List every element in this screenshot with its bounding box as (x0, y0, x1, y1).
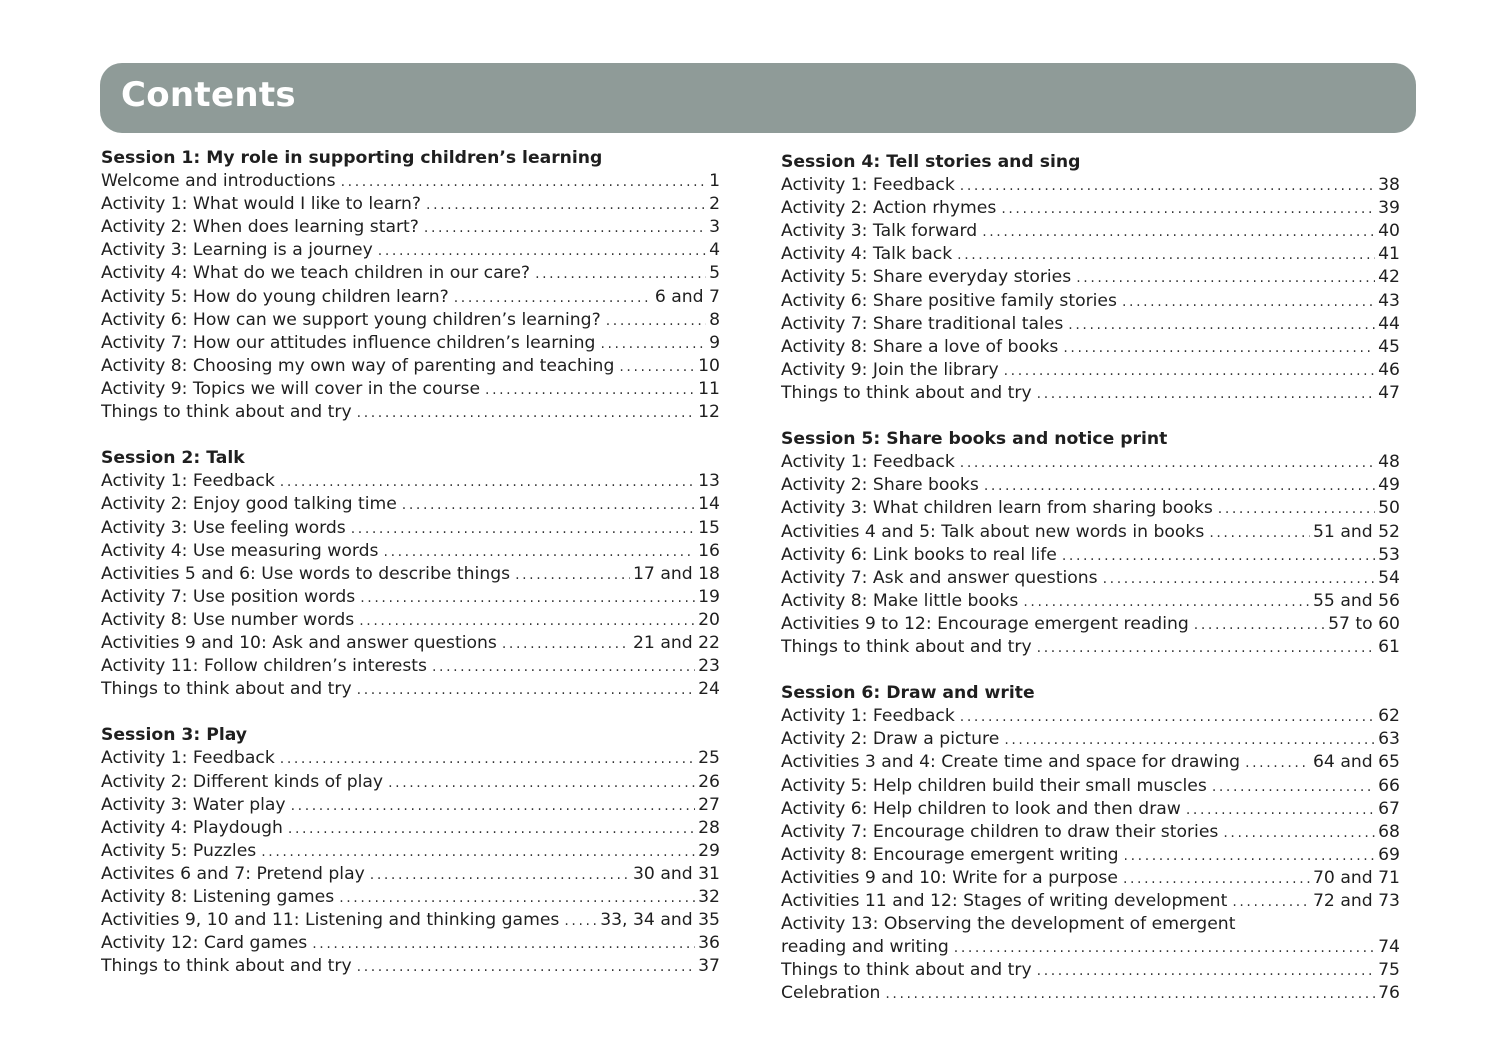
toc-entry-label: Activity 8: Share a love of books (781, 336, 1059, 357)
toc-section (781, 682, 1400, 1005)
toc-entry (781, 336, 1400, 359)
dot-leader (606, 310, 706, 332)
toc-entry-page-number: 19 (698, 586, 720, 607)
toc-entry-page-number: 46 (1378, 359, 1400, 380)
dot-leader (1037, 960, 1375, 982)
toc-entry (101, 794, 720, 817)
dot-leader (1037, 383, 1375, 405)
toc-entry-label: Activities 9, 10 and 11: Listening and thinking games (101, 910, 560, 931)
toc-entry-label: Activity 8: Make little books (781, 590, 1019, 611)
toc-entry-label: Activity 5: Puzzles (101, 840, 257, 861)
toc-entry (781, 982, 1400, 1005)
section-heading: Session 3: Play (101, 725, 247, 746)
toc-entry (781, 243, 1400, 266)
toc-entry-label: Activity 1: Feedback (101, 748, 275, 769)
toc-entry-page-number: 2 (709, 194, 720, 215)
toc-entry (781, 359, 1400, 382)
toc-entry-page-number: 28 (698, 817, 720, 838)
toc-entry-page-number: 40 (1378, 221, 1400, 242)
dot-leader (360, 587, 695, 609)
toc-entry (101, 332, 720, 355)
dot-leader (982, 221, 1375, 243)
dot-leader (1245, 752, 1310, 774)
toc-entry (101, 239, 720, 262)
toc-entry-page-number: 42 (1378, 267, 1400, 288)
toc-entry (781, 728, 1400, 751)
toc-entry-page-number: 20 (698, 609, 720, 630)
toc-entry (781, 544, 1400, 567)
toc-entry-page-number: 61 (1378, 636, 1400, 657)
toc-entry-label: Activity 3: What children learn from sharing books (781, 498, 1213, 519)
toc-entry-page-number: 27 (698, 794, 720, 815)
toc-entry-label: Activites 6 and 7: Pretend play (101, 863, 365, 884)
toc-entry-label: Activity 1: Feedback (781, 452, 955, 473)
dot-leader (432, 656, 695, 678)
section-heading: Session 2: Talk (101, 448, 245, 469)
toc-entry (101, 771, 720, 794)
dot-leader (1004, 729, 1375, 751)
dot-leader (535, 263, 706, 285)
section-heading: Session 6: Draw and write (781, 683, 1035, 704)
section-heading: Session 1: My role in supporting children’s learning (101, 148, 603, 168)
toc-entry-label: Activities 9 to 12: Encourage emergent reading (781, 613, 1189, 634)
dot-leader (1209, 522, 1310, 544)
toc-entry-page-number: 39 (1378, 198, 1400, 219)
toc-entry-label: Activity 6: How can we support young children’s learning? (101, 309, 601, 330)
toc-entry-label: Activity 8: Listening games (101, 887, 335, 907)
toc-entry (101, 355, 720, 378)
toc-entry-label: Activities 11 and 12: Stages of writing development (781, 891, 1228, 911)
toc-entry-page-number: 32 (698, 887, 720, 907)
toc-entry (101, 909, 720, 932)
toc-entry-label: Activity 7: Share traditional tales (781, 313, 1064, 334)
toc-entry-page-number: 47 (1378, 382, 1400, 403)
toc-section (781, 428, 1400, 659)
dot-leader (1218, 498, 1375, 520)
toc-entry (101, 747, 720, 770)
toc-entry-label: Activity 1: Feedback (781, 706, 955, 727)
toc-entry-page-number: 9 (709, 332, 720, 353)
toc-entry-label: reading and writing (781, 937, 949, 958)
toc-entry (781, 382, 1400, 405)
toc-entry (781, 497, 1400, 520)
toc-entry-label: Activities 9 and 10: Ask and answer questions (101, 632, 497, 653)
toc-entry-page-number: 74 (1378, 937, 1400, 958)
dot-leader (1103, 568, 1376, 590)
toc-entry-label: Activity 6: Link books to real life (781, 544, 1057, 565)
toc-entry-label: Activity 1: What would I like to learn? (101, 194, 422, 215)
toc-entry-page-number: 54 (1378, 567, 1400, 588)
toc-entry (101, 216, 720, 239)
toc-entry-label: Activity 12: Card games (101, 933, 308, 954)
toc-entry-page-number: 62 (1378, 706, 1400, 727)
dot-leader (960, 175, 1375, 197)
toc-entry (101, 563, 720, 586)
toc-entry (781, 313, 1400, 336)
toc-entry-page-number: 37 (698, 956, 720, 977)
dot-leader (960, 706, 1375, 728)
toc-entry-label: Activity 4: Use measuring words (101, 540, 379, 561)
toc-entry (101, 378, 720, 401)
toc-entry-label: Things to think about and try (781, 636, 1032, 657)
toc-entry-page-number: 8 (709, 309, 720, 330)
dot-leader (359, 610, 695, 632)
toc-entry (101, 632, 720, 655)
toc-entry-page-number: 11 (698, 378, 720, 399)
dot-leader (341, 171, 706, 193)
dot-leader (424, 217, 706, 239)
toc-entry-page-number: 29 (698, 840, 720, 861)
toc-section (781, 151, 1400, 405)
toc-entry (101, 262, 720, 285)
toc-entry-label: Activity 2: When does learning start? (101, 217, 419, 238)
dot-leader (954, 937, 1375, 959)
dot-leader (1037, 637, 1375, 659)
dot-leader (485, 379, 695, 401)
toc-entry (101, 540, 720, 563)
toc-entry-page-number: 12 (698, 402, 720, 423)
toc-entry-page-number: 49 (1378, 475, 1400, 496)
toc-entry-label: Activities 9 and 10: Write for a purpose (781, 867, 1118, 888)
toc-entry-page-number: 1 (709, 171, 720, 192)
dot-leader (957, 244, 1375, 266)
dot-leader (357, 679, 695, 701)
toc-entry (101, 401, 720, 424)
toc-entry-page-number: 57 to 60 (1328, 613, 1400, 634)
toc-entry (101, 609, 720, 632)
toc-entry-label: Activity 1: Feedback (101, 471, 275, 492)
toc-entry-label: Activity 2: Enjoy good talking time (101, 494, 397, 515)
dot-leader (885, 983, 1375, 1005)
toc-entry-page-number: 63 (1378, 729, 1400, 750)
toc-entry (101, 955, 720, 978)
toc-entry (101, 655, 720, 678)
dot-leader (280, 748, 695, 770)
toc-entry-page-number: 13 (698, 471, 720, 492)
toc-entry (781, 451, 1400, 474)
toc-entry-page-number: 21 and 22 (632, 632, 720, 653)
dot-leader (454, 287, 652, 309)
dot-leader (619, 356, 695, 378)
toc-entry-page-number: 48 (1378, 452, 1400, 473)
dot-leader (502, 633, 630, 655)
toc-entry-label: Activity 7: Ask and answer questions (781, 567, 1098, 588)
toc-entry-page-number: 53 (1378, 544, 1400, 565)
toc-entry-page-number: 33, 34 and 35 (600, 910, 720, 931)
toc-entry (781, 636, 1400, 659)
toc-entry-page-number: 24 (698, 679, 720, 700)
toc-entry-page-number: 16 (698, 540, 720, 561)
toc-entry-label: Activity 8: Encourage emergent writing (781, 844, 1119, 865)
toc-entry-page-number: 26 (698, 771, 720, 792)
toc-entry (101, 193, 720, 216)
toc-entry-page-number: 50 (1378, 498, 1400, 519)
toc-entry-page-number: 76 (1378, 983, 1400, 1004)
toc-entry (781, 751, 1400, 774)
dot-leader (426, 194, 706, 216)
dot-leader (1001, 198, 1375, 220)
toc-entry (101, 286, 720, 309)
toc-entry-page-number: 41 (1378, 244, 1400, 265)
toc-entry-page-number: 4 (709, 240, 720, 261)
toc-entry (101, 470, 720, 493)
toc-entry-label: Celebration (781, 983, 881, 1004)
dot-leader (1223, 822, 1375, 844)
toc-entry-label: Things to think about and try (781, 382, 1032, 403)
toc-entry-label: Activity 5: Help children build their small muscles (781, 775, 1207, 796)
dot-leader (280, 471, 695, 493)
dot-leader (388, 772, 695, 794)
dot-leader (515, 564, 630, 586)
toc-entry-page-number: 3 (709, 217, 720, 238)
toc-entry-label: Activity 3: Learning is a journey (101, 240, 373, 261)
toc-entry-label: Things to think about and try (101, 679, 352, 700)
toc-entry (781, 567, 1400, 590)
toc-entry (781, 220, 1400, 243)
page-title: Contents (121, 75, 296, 115)
toc-entry-label: Activity 8: Choosing my own way of parenting and teaching (101, 355, 615, 376)
toc-entry (781, 613, 1400, 636)
toc-entry-page-number: 36 (698, 933, 720, 954)
toc-entry-label: Activity 4: What do we teach children in our care? (101, 263, 531, 284)
dot-leader (984, 475, 1375, 497)
toc-column-right (781, 151, 1400, 1029)
toc-entry-label: Things to think about and try (101, 956, 352, 977)
toc-entry (781, 174, 1400, 197)
toc-section (101, 447, 720, 701)
dot-leader (1062, 545, 1375, 567)
section-heading: Session 5: Share books and notice print (781, 429, 1168, 450)
toc-entry-page-number: 15 (698, 517, 720, 538)
toc-section (101, 147, 720, 424)
dot-leader (1124, 845, 1376, 867)
dot-leader (378, 240, 706, 262)
toc-entry (101, 886, 720, 909)
dot-leader (1076, 267, 1375, 289)
toc-entry-label: Activities 4 and 5: Talk about new words in books (781, 521, 1205, 542)
toc-entry-page-number: 67 (1378, 798, 1400, 819)
toc-entry-page-number: 51 and 52 (1312, 521, 1400, 542)
toc-entry (781, 959, 1400, 982)
dot-leader (1023, 591, 1310, 613)
dot-leader (402, 494, 695, 516)
toc-entry-label: Activities 5 and 6: Use words to describe things (101, 563, 511, 584)
toc-entry (101, 586, 720, 609)
dot-leader (1122, 291, 1375, 313)
toc-entry-page-number: 45 (1378, 336, 1400, 357)
toc-entry-label: Activity 2: Draw a picture (781, 729, 1000, 750)
toc-entry-page-number: 10 (698, 355, 720, 376)
toc-entry-page-number: 55 and 56 (1312, 590, 1400, 611)
dot-leader (351, 518, 695, 540)
toc-section (101, 724, 720, 978)
toc-entry-label: Activity 3: Water play (101, 794, 286, 815)
toc-entry-label: Activity 6: Share positive family stories (781, 290, 1117, 311)
toc-entry-page-number: 38 (1378, 175, 1400, 196)
dot-leader (288, 818, 695, 840)
toc-entry (101, 840, 720, 863)
toc-entry-label: Activity 7: How our attitudes influence children’s learning (101, 332, 596, 353)
toc-entry (101, 170, 720, 193)
dot-leader (1194, 614, 1325, 636)
dot-leader (261, 841, 695, 863)
dot-leader (312, 933, 695, 955)
dot-leader (1063, 337, 1375, 359)
toc-entry (781, 867, 1400, 890)
toc-entry (781, 821, 1400, 844)
dot-leader (370, 864, 630, 886)
toc-entry (781, 798, 1400, 821)
toc-entry-page-number: 25 (698, 748, 720, 769)
toc-entry-label: Things to think about and try (781, 960, 1032, 981)
section-heading: Session 4: Tell stories and sing (781, 152, 1081, 172)
toc-entry-label: Activity 3: Use feeling words (101, 517, 346, 538)
toc-entry-page-number: 43 (1378, 290, 1400, 311)
toc-entry-label: Activity 7: Encourage children to draw their stories (781, 821, 1219, 842)
dot-leader (600, 333, 706, 355)
toc-entry-label: Activity 9: Join the library (781, 359, 999, 380)
toc-entry-label: Activity 4: Playdough (101, 817, 283, 838)
toc-entry (781, 890, 1400, 913)
toc-entry-label-line: Activity 13: Observing the development of emergent (781, 914, 1236, 935)
toc-entry-label: Activity 1: Feedback (781, 175, 955, 196)
toc-entry-page-number: 70 and 71 (1312, 867, 1400, 888)
toc-entry (101, 678, 720, 701)
toc-entry (101, 493, 720, 516)
dot-leader (1186, 799, 1375, 821)
toc-entry (781, 197, 1400, 220)
dot-leader (1004, 360, 1376, 382)
dot-leader (1068, 314, 1375, 336)
toc-entry-label: Activities 3 and 4: Create time and space for drawing (781, 752, 1241, 773)
toc-entry-page-number: 66 (1378, 775, 1400, 796)
toc-entry-page-number: 6 and 7 (654, 286, 720, 307)
toc-entry (781, 590, 1400, 613)
toc-entry-page-number: 72 and 73 (1312, 891, 1400, 911)
toc-entry-label: Welcome and introductions (101, 171, 336, 192)
toc-entry-label: Activity 6: Help children to look and then draw (781, 798, 1181, 819)
toc-entry-label: Activity 11: Follow children’s interests (101, 656, 427, 677)
toc-entry-page-number: 14 (698, 494, 720, 515)
toc-entry (101, 517, 720, 540)
toc-entry-label: Activity 5: Share everyday stories (781, 267, 1072, 288)
toc-entry (781, 705, 1400, 728)
toc-entry-page-number: 23 (698, 656, 720, 677)
dot-leader (291, 795, 696, 817)
dot-leader (357, 402, 695, 424)
toc-entry (781, 844, 1400, 867)
toc-entry-label: Activity 4: Talk back (781, 244, 953, 265)
toc-entry (781, 474, 1400, 497)
toc-entry-page-number: 44 (1378, 313, 1400, 334)
toc-entry-label: Activity 2: Action rhymes (781, 198, 997, 219)
dot-leader (339, 887, 695, 909)
contents-header-banner (100, 63, 1416, 133)
dot-leader (564, 910, 597, 932)
toc-entry-page-number: 17 and 18 (632, 563, 720, 584)
dot-leader (960, 452, 1375, 474)
toc-entry (101, 932, 720, 955)
toc-column-left (101, 147, 720, 1001)
toc-entry (101, 863, 720, 886)
toc-entry (101, 309, 720, 332)
toc-entry-label: Things to think about and try (101, 402, 352, 423)
dot-leader (384, 541, 696, 563)
dot-leader (1123, 868, 1310, 890)
toc-entry-label: Activity 8: Use number words (101, 609, 355, 630)
dot-leader (1232, 891, 1310, 913)
toc-entry (781, 290, 1400, 313)
toc-entry (781, 521, 1400, 544)
toc-entry (781, 266, 1400, 289)
toc-entry-label: Activity 2: Different kinds of play (101, 771, 384, 792)
toc-entry-page-number: 5 (709, 263, 720, 284)
toc-entry-label: Activity 7: Use position words (101, 586, 356, 607)
toc-entry-label: Activity 9: Topics we will cover in the course (101, 378, 481, 399)
toc-entry-page-number: 64 and 65 (1312, 752, 1400, 773)
dot-leader (357, 956, 695, 978)
toc-entry-page-number: 69 (1378, 844, 1400, 865)
toc-entry (101, 817, 720, 840)
toc-entry-label: Activity 5: How do young children learn? (101, 286, 449, 307)
toc-entry-label: Activity 2: Share books (781, 475, 979, 496)
toc-entry-page-number: 75 (1378, 960, 1400, 981)
toc-entry (781, 775, 1400, 798)
toc-entry-page-number: 68 (1378, 821, 1400, 842)
dot-leader (1212, 776, 1375, 798)
toc-entry-page-number: 30 and 31 (632, 863, 720, 884)
toc-entry (781, 936, 1400, 959)
toc-entry-label: Activity 3: Talk forward (781, 221, 978, 242)
